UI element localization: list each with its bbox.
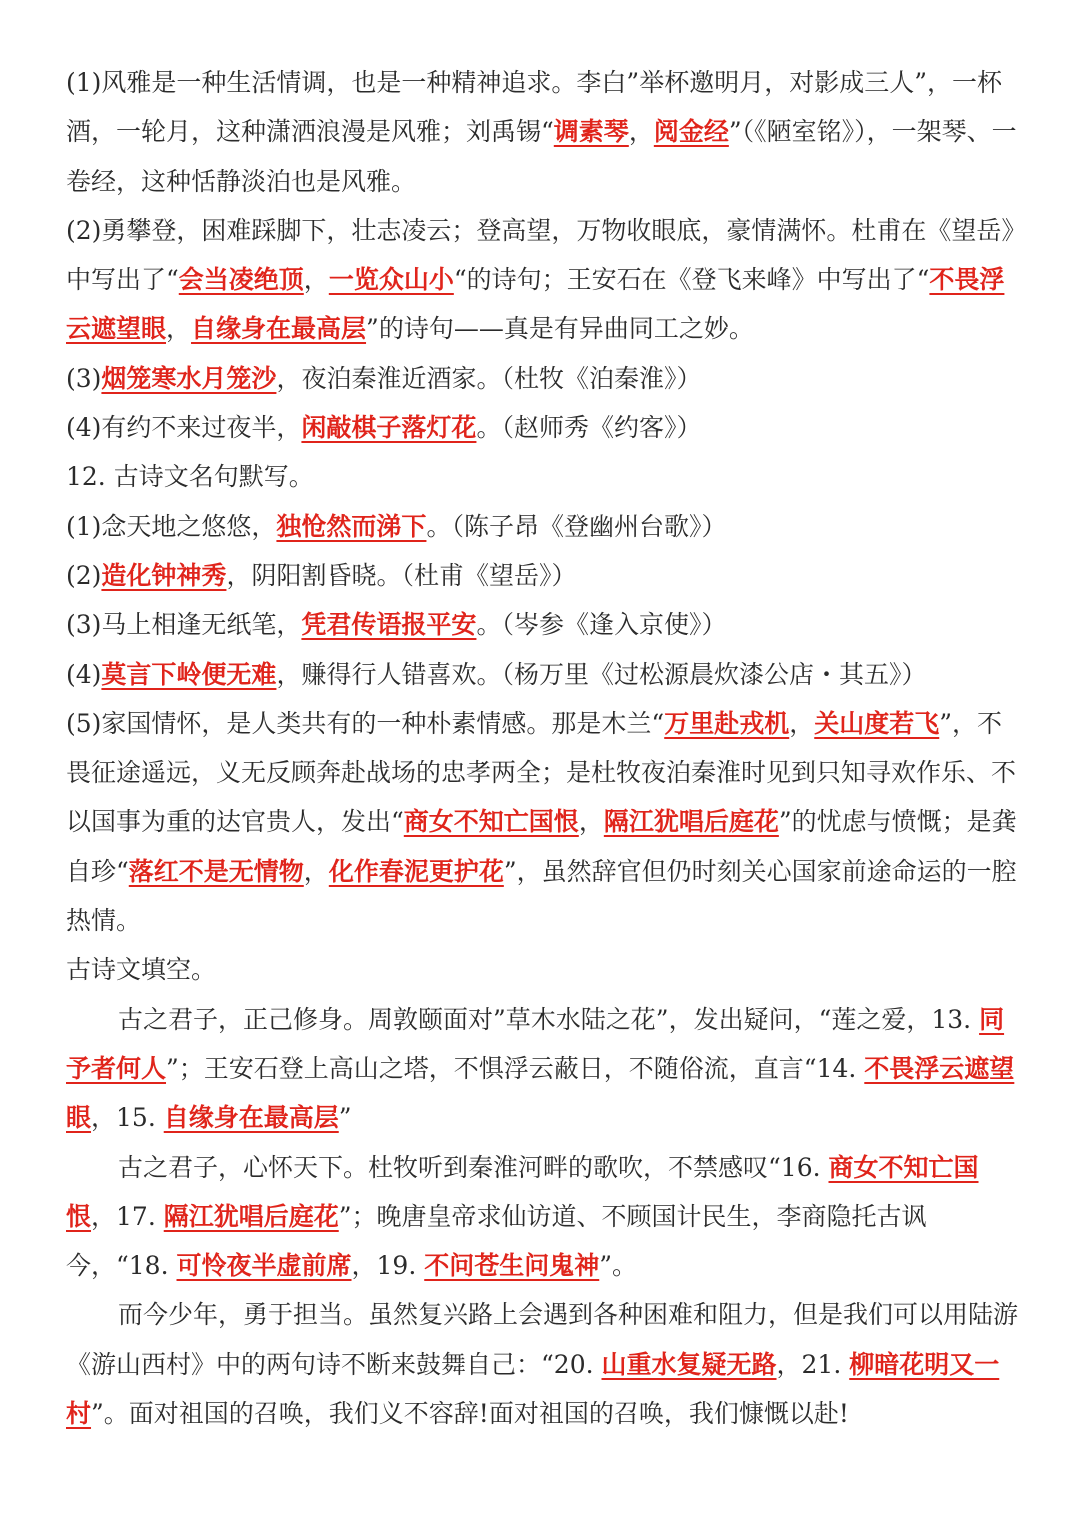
body-text: ，: [303, 856, 329, 886]
body-text: 古之君子，心怀天下。杜牧听到秦淮河畔的歌吹，不禁感叹“16.: [118, 1152, 829, 1182]
body-text: 古诗文填空。: [66, 955, 217, 985]
answer-text: 柳暗花明又一村: [66, 1349, 1000, 1429]
body-text: 12. 古诗文名句默写。: [66, 462, 314, 492]
body-text: ，阴阳割昏晓。（杜甫《望岳》）: [226, 560, 577, 590]
answer-text: 化作春泥更护花: [328, 856, 504, 886]
answer-text: 万里赴戎机: [664, 708, 790, 738]
answer-text: 落红不是无情物: [128, 856, 304, 886]
body-text: ，: [578, 807, 604, 837]
body-text: ”（《陋室铭》），一架琴、一卷经，这种恬静淡泊也是风雅。: [66, 117, 1017, 196]
body-text: 。（岑参《逢入京使》）: [476, 610, 727, 640]
paragraph: [66, 354, 1020, 403]
answer-text: 莫言下岭便无难: [101, 659, 277, 689]
answer-text: 商女不知亡国恨: [66, 1152, 979, 1231]
body-text: ，21.: [776, 1349, 850, 1379]
body-text: ”: [338, 1103, 352, 1133]
answer-text: 烟笼寒水月笼沙: [101, 363, 277, 393]
answer-text: 凭君传语报平安: [301, 610, 477, 640]
body-text: 而今少年，勇于担当。虽然复兴路上会遇到各种困难和阻力，但是我们可以用陆游《游山西村》中的两句诗不断来鼓舞自己：“20.: [66, 1300, 1019, 1379]
paragraph: [66, 699, 1020, 945]
body-text: ”，不畏征途遥远，义无反顾奔赴战场的忠孝两全；是杜牧夜泊秦淮时见到只知寻欢作乐、不以国事为重的达官贵人，发出“: [66, 708, 1017, 837]
body-text: ，: [166, 314, 192, 344]
answer-text: 阅金经: [653, 117, 729, 147]
body-text: ”的诗句——真是有异曲同工之妙。: [366, 314, 754, 344]
answer-text: 调素琴: [553, 117, 629, 147]
paragraph: [66, 58, 1020, 206]
paragraph: [66, 452, 1020, 501]
paragraph: [66, 600, 1020, 649]
body-text: 。（赵师秀《约客》）: [476, 413, 702, 443]
paragraph: [66, 551, 1020, 600]
answer-text: 隔江犹唱后庭花: [163, 1201, 339, 1231]
body-text: ，15.: [91, 1103, 164, 1133]
paragraph: [66, 995, 1020, 1143]
answer-text: 隔江犹唱后庭花: [603, 807, 779, 837]
body-text: (5)家国情怀，是人类共有的一种朴素情感。那是木兰“: [66, 708, 665, 738]
answer-text: 商女不知亡国恨: [403, 807, 579, 837]
body-text: (2): [66, 560, 102, 590]
body-text: ”；王安石登上高山之塔，不惧浮云蔽日，不随俗流，直言“14.: [166, 1053, 865, 1083]
body-text: ，: [628, 117, 654, 147]
body-text: “的诗句；王安石在《登飞来峰》中写出了“: [453, 265, 930, 295]
answer-text: 不畏浮云遮望眼: [66, 1053, 1015, 1133]
body-text: (4): [66, 659, 102, 689]
answer-text: 造化钟神秀: [101, 560, 227, 590]
body-text: (3): [66, 363, 102, 393]
answer-text: 山重水复疑无路: [601, 1349, 777, 1379]
answer-text: 一览众山小: [328, 265, 454, 295]
paragraph: [66, 1290, 1020, 1438]
answer-text: 可怜夜半虚前席: [176, 1251, 352, 1281]
body-text: ，: [303, 265, 329, 295]
paragraph: [66, 945, 1020, 994]
body-text: 古之君子，正己修身。周敦颐面对”草木水陆之花”，发出疑问，“莲之爱，13.: [118, 1004, 980, 1034]
answer-text: 不畏浮云遮望眼: [66, 265, 1005, 344]
paragraph: [66, 206, 1020, 354]
answer-text: 关山度若飞: [814, 708, 940, 738]
paragraph: [66, 403, 1020, 452]
paragraph: [66, 502, 1020, 551]
body-text: ”，虽然辞官但仍时刻关心国家前途命运的一腔热情。: [66, 856, 1017, 936]
answer-text: 独怆然而涕下: [276, 511, 427, 541]
body-text: (4)有约不来过夜半，: [66, 413, 302, 443]
body-text: ，19.: [351, 1251, 425, 1281]
answer-text: 闲敲棋子落灯花: [301, 413, 477, 443]
body-text: ”。面对祖国的召唤，我们义不容辞!面对祖国的召唤，我们慷慨以赴!: [91, 1399, 849, 1429]
body-text: ，: [789, 708, 815, 738]
body-text: ，17.: [91, 1201, 164, 1231]
body-text: ，夜泊秦淮近酒家。（杜牧《泊秦淮》）: [276, 363, 702, 393]
body-text: ”；晚唐皇帝求仙访道、不顾国计民生，李商隐托古讽今，“18.: [66, 1201, 927, 1281]
body-text: ”。: [599, 1251, 638, 1281]
body-text: (3)马上相逢无纸笔，: [66, 610, 302, 640]
body-text: 。（陈子昂《登幽州台歌》）: [426, 511, 727, 541]
answer-text: 自缘身在最高层: [163, 1103, 339, 1133]
body-text: (1)风雅是一种生活情调，也是一种精神追求。李白”举杯邀明月，对影成三人”，一杯酒，一轮月，这种潇洒浪漫是风雅；刘禹锡“: [66, 68, 1002, 147]
body-text: (1)念天地之悠悠，: [66, 511, 277, 541]
paragraph: [66, 1143, 1020, 1291]
body-text: ，赚得行人错喜欢。（杨万里《过松源晨炊漆公店・其五》）: [276, 659, 927, 689]
body-text: (2)勇攀登，困难踩脚下，壮志凌云；登高望，万物收眼底，豪情满怀。杜甫在《望岳》中写出了“: [66, 215, 1014, 295]
paragraph: [66, 650, 1020, 699]
body-text: ”的忧虑与愤慨；是龚自珍“: [66, 807, 1017, 886]
answer-text: 不问苍生问鬼神: [424, 1251, 600, 1281]
answer-text: 同予者何人: [66, 1004, 1005, 1083]
answer-text: 自缘身在最高层: [191, 314, 367, 344]
answer-text: 会当凌绝顶: [178, 265, 304, 295]
